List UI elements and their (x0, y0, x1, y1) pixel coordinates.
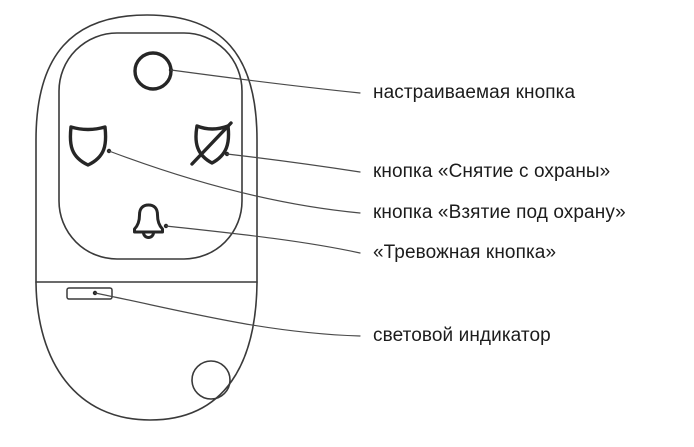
bell-icon (135, 205, 163, 238)
label-disarm-button: кнопка «Снятие с охраны» (373, 161, 611, 182)
leader-dots (93, 68, 229, 295)
shield-icon (70, 127, 105, 165)
label-configurable-button: настраиваемая кнопка (373, 82, 576, 103)
leader-line-configurable-button (171, 70, 360, 93)
fob-body-outline (36, 15, 257, 420)
keyring-hole (192, 361, 230, 399)
led-indicator (67, 288, 112, 299)
label-panic-button: «Тревожная кнопка» (373, 242, 557, 263)
configurable-round-button-icon (135, 53, 171, 89)
label-arm-button: кнопка «Взятие под охрану» (373, 202, 626, 223)
label-led-indicator: световой индикатор (373, 325, 551, 346)
leader-line-panic-button (166, 226, 360, 253)
button-panel-outline (59, 33, 242, 259)
leader-line-disarm-button (227, 154, 360, 172)
shield-crossed-icon (192, 123, 231, 164)
leader-line-led-indicator (95, 293, 360, 336)
